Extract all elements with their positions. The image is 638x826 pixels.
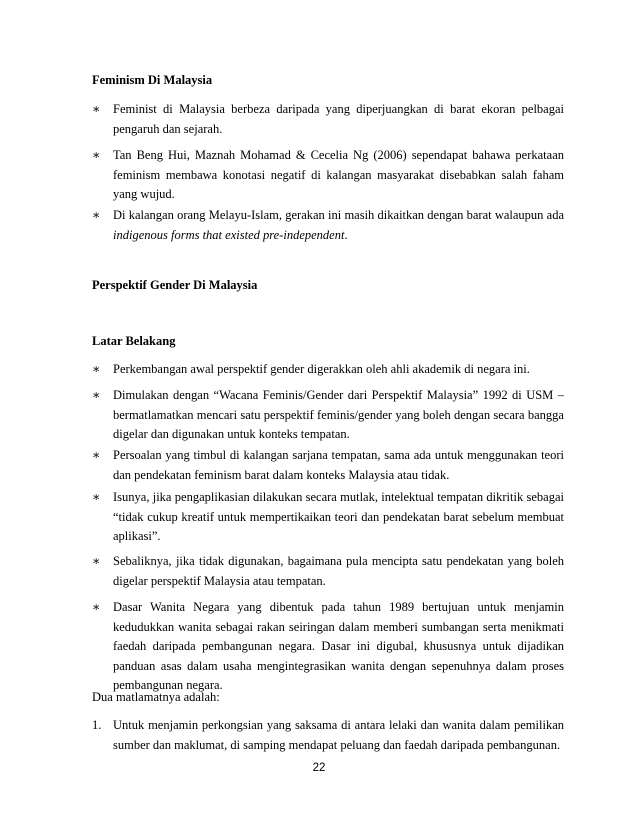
list-item-text-regular: Di kalangan orang Melayu-Islam, gerakan ini masih dikaitkan dengan barat walaupun ada bbox=[113, 208, 564, 222]
list-item bbox=[92, 100, 564, 139]
bullet-icon: ∗ bbox=[92, 362, 101, 376]
list-item bbox=[92, 598, 564, 696]
section-heading-feminism: Feminism Di Malaysia bbox=[92, 73, 213, 87]
list-item bbox=[92, 206, 564, 245]
bullet-icon: ∗ bbox=[92, 490, 101, 504]
list-item-text: Tan Beng Hui, Maznah Mohamad & Cecelia Ng (2006) sependapat bahawa perkataan feminism membawa konotasi negatif di kalangan masyarakat disebabkan salah faham yang wujud. bbox=[113, 148, 564, 201]
list-item bbox=[92, 552, 564, 591]
list-item bbox=[92, 386, 564, 445]
list-item-text-italic: indigenous forms that existed pre-independent bbox=[113, 227, 345, 242]
section-heading-latar-belakang: Latar Belakang bbox=[92, 334, 176, 348]
list-item-text: Perkembangan awal perspektif gender digerakkan oleh ahli akademik di negara ini. bbox=[113, 362, 530, 376]
page-number: 22 bbox=[312, 762, 326, 774]
objectives-intro: Dua matlamatnya adalah: bbox=[92, 690, 220, 704]
bullet-icon: ∗ bbox=[92, 102, 101, 116]
list-item bbox=[92, 360, 564, 380]
bullet-icon: ∗ bbox=[92, 600, 101, 614]
list-item-text-end: . bbox=[344, 227, 348, 242]
bullet-icon: ∗ bbox=[92, 554, 101, 568]
section-heading-perspektif: Perspektif Gender Di Malaysia bbox=[92, 278, 258, 292]
list-item-text: Dimulakan dengan “Wacana Feminis/Gender dari Perspektif Malaysia” 1992 di USM – bermatlamatkan mencari satu perspektif feminis/gender yang boleh dengan secara bangga digelar dan digunakan untuk konteks tempatan. bbox=[113, 388, 564, 441]
bullet-icon: ∗ bbox=[92, 148, 101, 162]
list-item-text bbox=[113, 206, 564, 245]
bullet-icon: ∗ bbox=[92, 208, 101, 222]
numbered-item bbox=[92, 716, 564, 755]
bullet-icon: ∗ bbox=[92, 448, 101, 462]
list-item bbox=[92, 446, 564, 485]
list-item bbox=[92, 488, 564, 547]
numbered-item-text: Untuk menjamin perkongsian yang saksama di antara lelaki dan wanita dalam pemilikan sumber dan maklumat, di samping mendapat peluang dan faedah daripada pembangunan. bbox=[113, 718, 564, 752]
list-item-text: Feminist di Malaysia berbeza daripada yang diperjuangkan di barat ekoran pelbagai pengaruh dan sejarah. bbox=[113, 102, 564, 136]
bullet-icon: ∗ bbox=[92, 388, 101, 402]
list-item-text: Dasar Wanita Negara yang dibentuk pada tahun 1989 bertujuan untuk menjamin kedudukkan wanita sebagai rakan seiringan dalam memberi sumbangan serta menikmati faedah daripada pembangunan negara. Dasar ini digubal, khususnya untuk dijadikan panduan asas dalam usaha mengintegrasikan wanita dengan sepenuhnya dalam proses pembangunan negara. bbox=[113, 600, 564, 692]
list-item-text: Isunya, jika pengaplikasian dilakukan secara mutlak, intelektual tempatan dikritik sebagai “tidak cukup kreatif untuk mempertikaikan teori dan pendekatan barat sebelum membuat aplikasi”. bbox=[113, 490, 564, 543]
list-item-text: Persoalan yang timbul di kalangan sarjana tempatan, sama ada untuk menggunakan teori dan pendekatan feminism barat dalam konteks Malaysia atau tidak. bbox=[113, 448, 564, 482]
item-number: 1. bbox=[92, 718, 102, 732]
list-item bbox=[92, 146, 564, 205]
list-item-text: Sebaliknya, jika tidak digunakan, bagaimana pula mencipta satu pendekatan yang boleh digelar perspektif Malaysia atau tempatan. bbox=[113, 554, 564, 588]
